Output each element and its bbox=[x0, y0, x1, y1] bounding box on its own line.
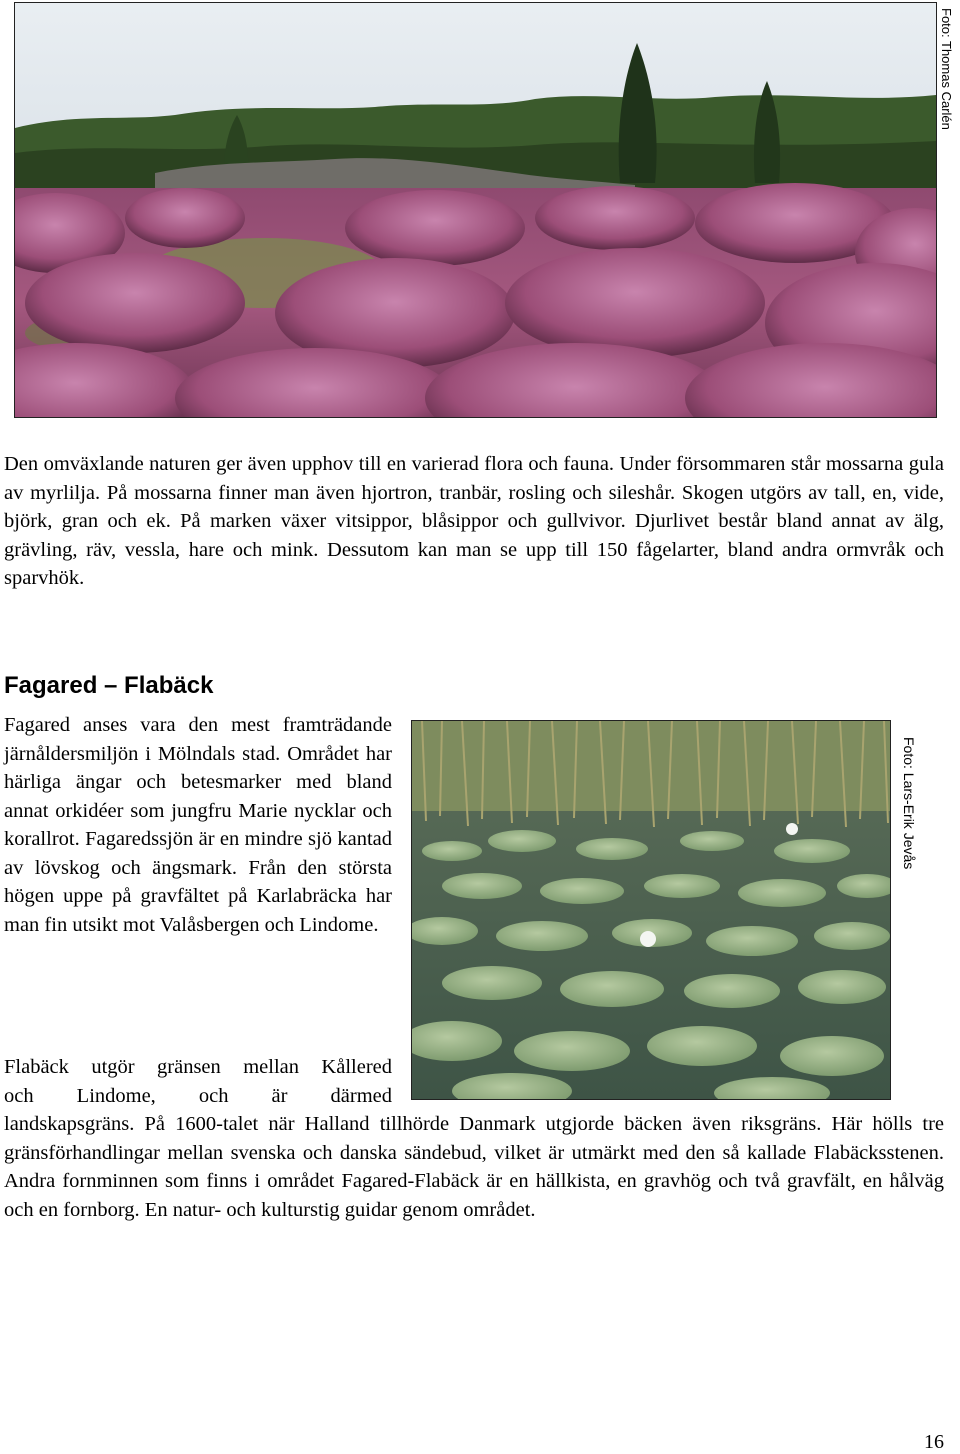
fagared-paragraph: Fagared anses vara den mest framträdande järnåldersmiljön i Mölndals stad. Området har härliga ängar och betesmarker med bland annat orkidéer som jungfru Marie nycklar och korallrot. Fagaredssjön är en mindre sjö kantad av lövskog och ängsmark. Från den största högen uppe på gravfältet på Karlabräcka har man fin utsikt mot Valåsbergen och Lindome. bbox=[4, 714, 392, 936]
heather-moor-photo bbox=[14, 2, 937, 418]
flaback-line-2: och Lindome, och är därmed bbox=[4, 1084, 392, 1107]
intro-paragraph: Den omväxlande naturen ger även upphov till en varierad flora och fauna. Under försommaren står mossarna gula av myrlilja. På mossarna finner man även hjortron, tranbär, rosling och sileshår. Skogen utgörs av tall, en, vide, björk, gran och ek. På marken växer vitsippor, blåsippor och gullvivor. Djurlivet består bland annat av älg, grävling, räv, vessla, hare och mink. Dessutom kan man se upp till 150 fågelarter, bland andra ormvråk och sparvhök. bbox=[4, 453, 944, 589]
water-lily-photo bbox=[411, 720, 891, 1100]
section-heading: Fagared – Flabäck bbox=[4, 672, 214, 699]
water-lily-image bbox=[412, 721, 890, 1099]
flaback-line-1: Flabäck utgör gränsen mellan Kållered bbox=[4, 1056, 392, 1078]
page-number: 16 bbox=[924, 1431, 944, 1453]
side-photo-credit: Foto: Lars-Erik Jevås bbox=[901, 737, 917, 870]
flaback-paragraph bbox=[4, 1053, 944, 1224]
flaback-rest: landskapsgräns. På 1600-talet när Halland tillhörde Danmark utgjorde bäcken även riksgräns. Här hölls tre gränsförhandlingar mellan svenska och danska sändebud, vilket är utmärkt med den så kallade Flabäcksstenen. Andra fornminnen som finns i området Fagared-Flabäck är en hällkista, en gravhög och två gravfält, en hålväg och en fornborg. En natur- och kulturstig guidar genom området. bbox=[4, 1113, 944, 1221]
heather-moor-image bbox=[15, 3, 936, 417]
top-photo-credit: Foto: Thomas Carlén bbox=[939, 8, 954, 130]
